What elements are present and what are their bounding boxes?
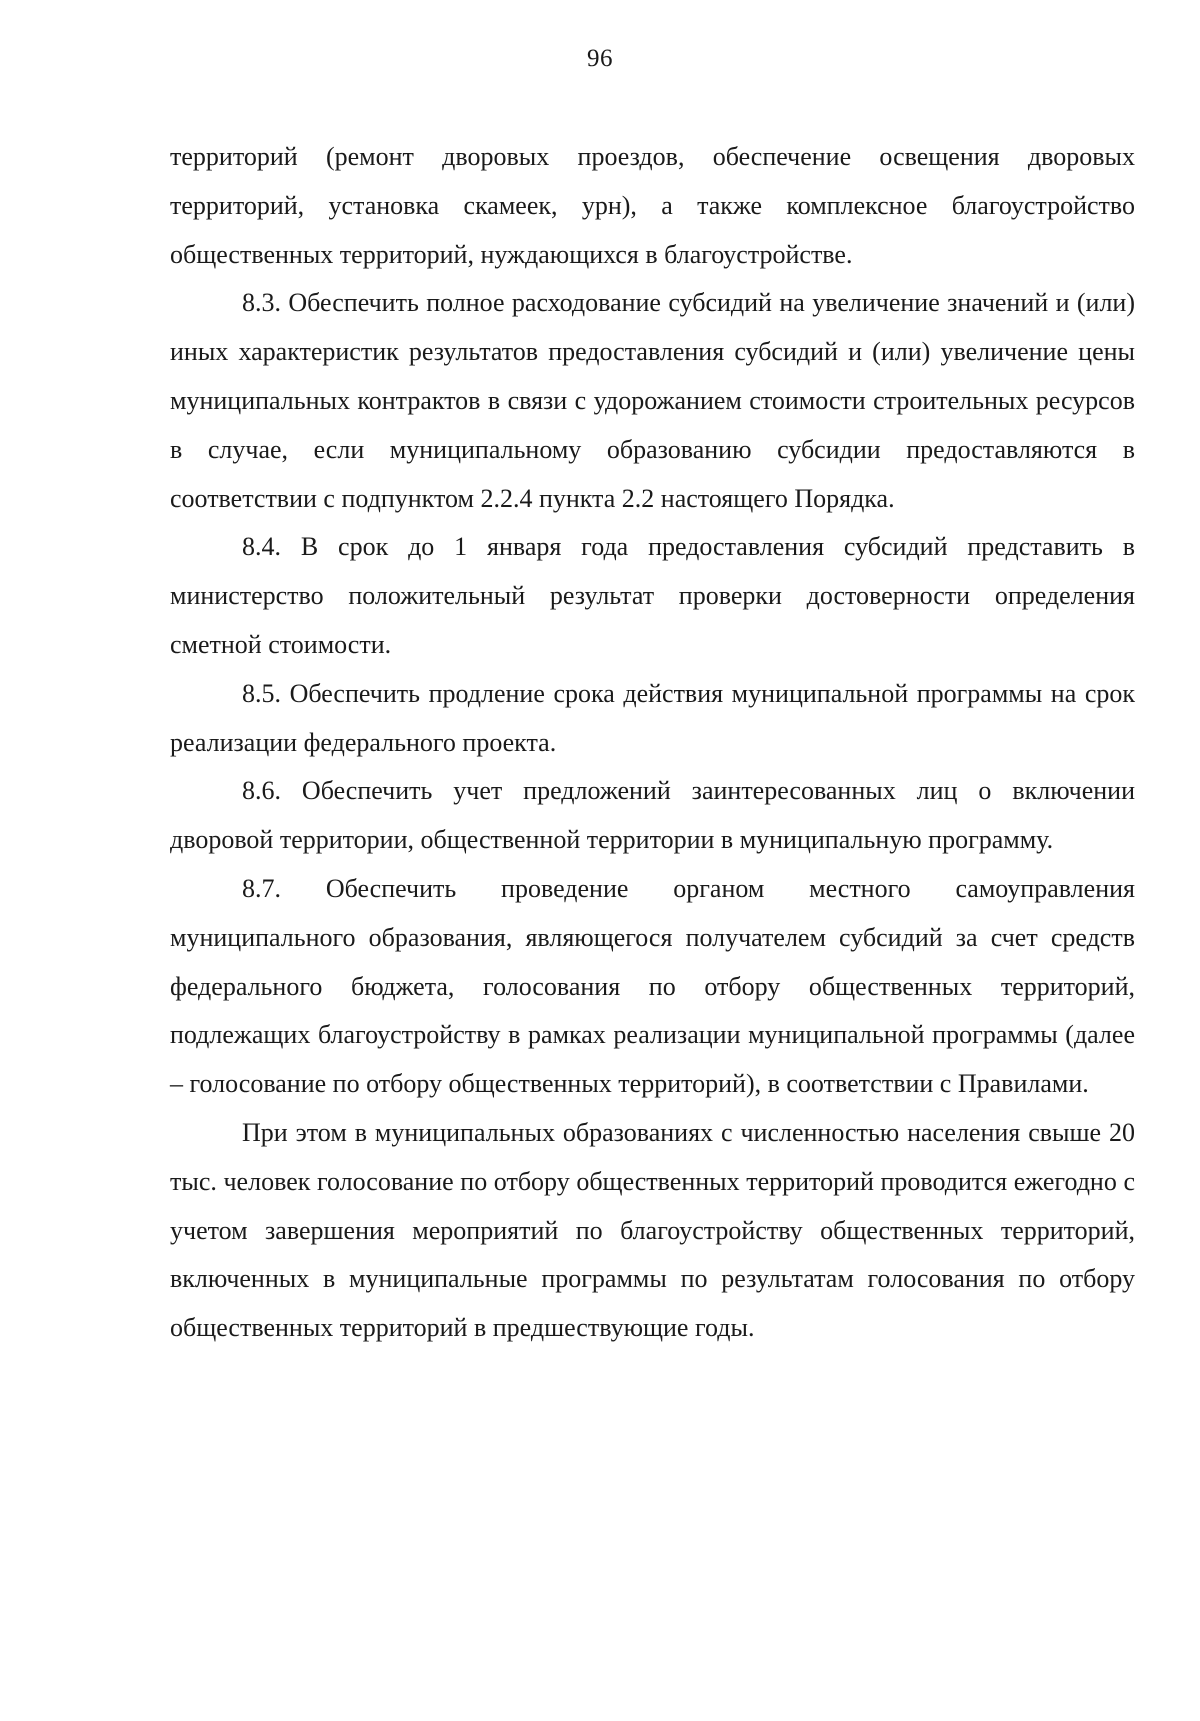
paragraph-8-5: 8.5. Обеспечить продление срока действия муниципальной программы на срок реализации федерального проекта. (170, 678, 1135, 757)
page-number: 96 (587, 45, 613, 72)
document-body (170, 133, 1135, 1353)
paragraph-8-6: 8.6. Обеспечить учет предложений заинтересованных лиц о включении дворовой территории, общественной территории в муниципальную программу. (170, 776, 1135, 855)
paragraph-8-3: 8.3. Обеспечить полное расходование субсидий на увеличение значений и (или) иных характеристик результатов предоставления субсидий и (или) увеличение цены муниципальных контрактов в связи с удорожанием стоимости строительных ресурсов в случае, если муниципальному образованию субсидии предоставляются в соответствии с подпунктом 2.2.4 пункта 2.2 настоящего Порядка. (170, 288, 1135, 513)
paragraph-8-4: 8.4. В срок до 1 января года предоставления субсидий представить в министерство положительный результат проверки достоверности определения сметной стоимости. (170, 532, 1135, 659)
paragraph-8-7: 8.7. Обеспечить проведение органом местного самоуправления муниципального образования, являющегося получателем субсидий за счет средств федерального бюджета, голосования по отбору общественных территорий, подлежащих благоустройству в рамках реализации муниципальной программы (далее – голосование по отбору общественных территорий), в соответствии с Правилами. (170, 873, 1135, 1099)
paragraph-note: При этом в муниципальных образованиях с численностью населения свыше 20 тыс. человек голосование по отбору общественных территорий проводится ежегодно с учетом завершения мероприятий по благоустройству общественных территорий, включенных в муниципальные программы по результатам голосования по отбору общественных территорий в предшествующие годы. (170, 1117, 1135, 1343)
paragraph-continuation: территорий (ремонт дворовых проездов, обеспечение освещения дворовых территорий, установка скамеек, урн), а также комплексное благоустройство общественных территорий, нуждающихся в благоустройстве. (170, 142, 1135, 269)
